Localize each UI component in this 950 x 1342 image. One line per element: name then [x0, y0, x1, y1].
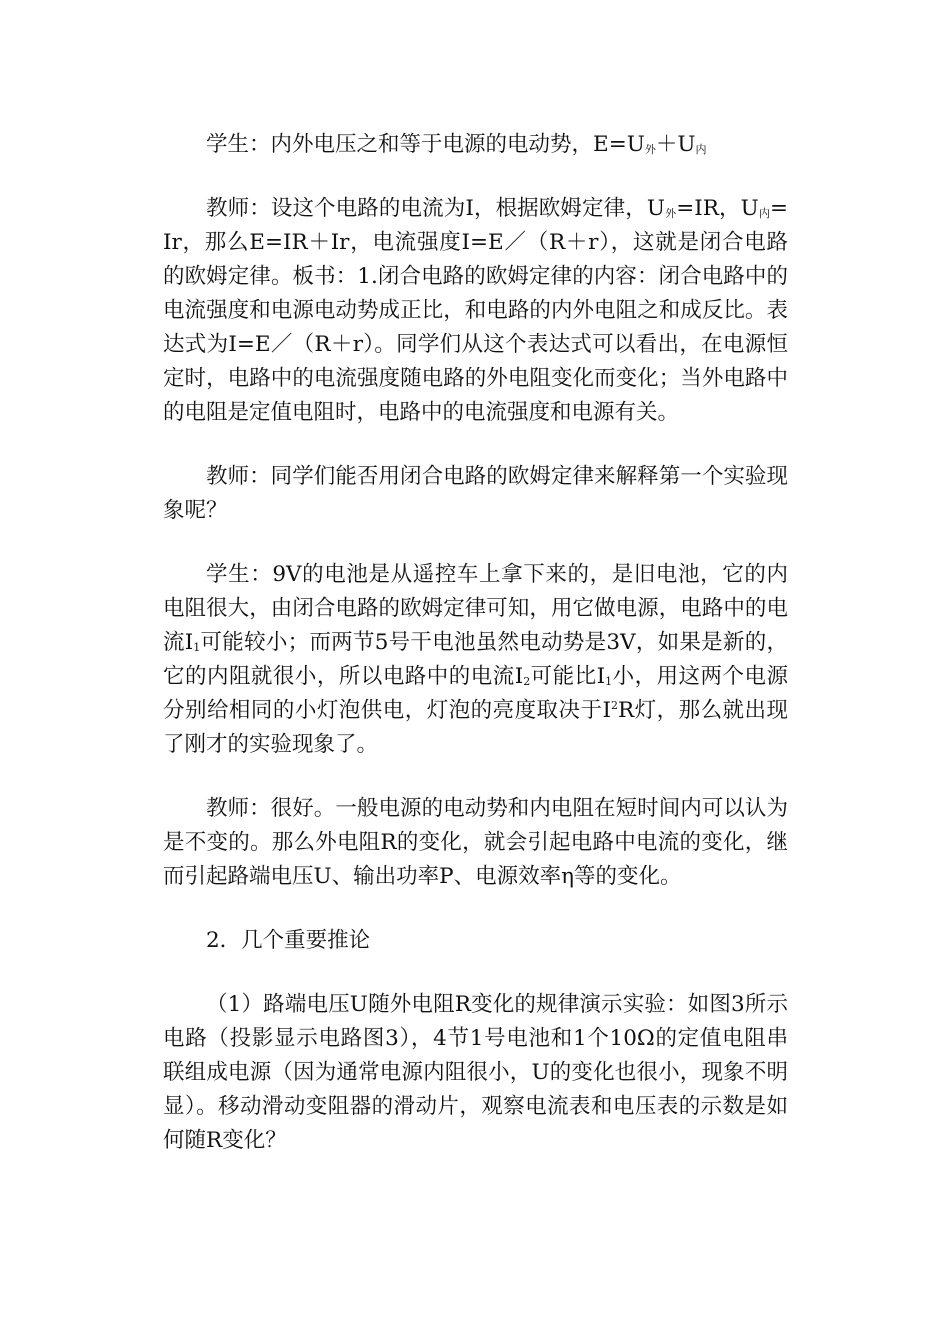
- text-run: 2．几个重要推论: [206, 928, 371, 953]
- section-heading: [163, 924, 788, 958]
- text-run: 教师：设这个电路的电流为I，根据欧姆定律，U: [206, 196, 665, 221]
- subscript: 外: [644, 143, 656, 156]
- subscript: 2: [523, 675, 531, 688]
- subscript: 1: [605, 675, 613, 688]
- paragraph-teacher-1: [163, 192, 788, 430]
- subscript: 1: [193, 641, 201, 654]
- paragraph-teacher-3: [163, 792, 788, 894]
- text-run: =Ir，那么E=IR＋Ir，电流强度I=E／（R＋r），这就是闭合电路的欧姆定律。板书：1.闭合电路的欧姆定律的内容：闭合电路中的电流强度和电源电动势成正比，和电路的内外电阻之和成反比。表达式为I=E／（R＋r）。同学们从这个表达式可以看出，在电源恒定时，电路中的电流强度随电路的外电阻变化而变化；当外电路中的电阻是定值电阻时，电路中的电流强度和电源有关。: [163, 196, 789, 425]
- text-run: ＋U: [655, 132, 696, 157]
- superscript: 2: [610, 699, 618, 712]
- document-body: [163, 128, 788, 1188]
- paragraph-teacher-2: [163, 460, 788, 528]
- subscript: 外: [664, 207, 677, 220]
- text-run: 可能较小；而两节5号干电池虽然电动势是3V，如果是新的，它的内阻就很小，所以电路中的电流I: [163, 630, 788, 689]
- subscript: 内: [758, 207, 770, 220]
- text-run: 小，用这两个电源分别给相同的小灯泡供电，灯泡的亮度取决于I: [163, 664, 788, 723]
- text-run: 可能比I: [530, 664, 606, 689]
- text-run: =IR，U: [676, 196, 759, 221]
- subscript: 内: [695, 143, 707, 156]
- text-run: 学生：内外电压之和等于电源的电动势，E=U: [206, 132, 645, 157]
- text-run: 学生：9V的电池是从遥控车上拿下来的，是旧电池，它的内电阻很大，由闭合电路的欧姆定律可知，用它做电源，电路中的电流I: [163, 562, 788, 655]
- text-run: R灯，那么就出现了刚才的实验现象了。: [163, 698, 788, 757]
- text-run: 教师：同学们能否用闭合电路的欧姆定律来解释第一个实验现象呢？: [163, 464, 788, 523]
- text-run: 教师：很好。一般电源的电动势和内电阻在短时间内可以认为是不变的。那么外电阻R的变化，就会引起电路中电流的变化，继而引起路端电压U、输出功率P、电源效率η等的变化。: [163, 796, 788, 889]
- paragraph-student-2: [163, 558, 788, 762]
- text-run: （1）路端电压U随外电阻R变化的规律演示实验：如图3所示电路（投影显示电路图3），4节1号电池和1个10Ω的定值电阻串联组成电源（因为通常电源内阻很小，U的变化也很小，现象不明显）。移动滑动变阻器的滑动片，观察电流表和电压表的示数是如何随R变化？: [163, 992, 788, 1153]
- paragraph-student-1: [163, 128, 788, 162]
- paragraph-experiment: [163, 988, 788, 1158]
